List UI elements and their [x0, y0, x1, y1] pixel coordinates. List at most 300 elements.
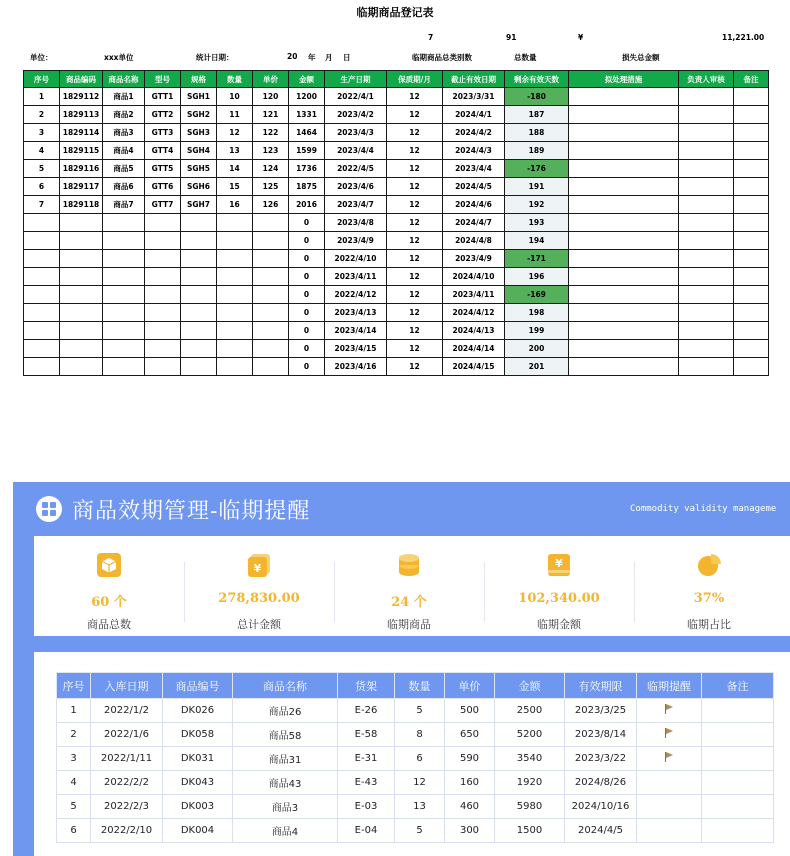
col-header-amount: 金额 — [495, 673, 565, 699]
cell-reviewer — [679, 88, 734, 106]
cell-prod-date: 2023/4/15 — [325, 340, 387, 358]
stat-label: 临期金额 — [537, 618, 581, 631]
cell-price: 123 — [253, 142, 289, 160]
cell-shelf-life: 12 — [387, 196, 443, 214]
cell-remaining-days: 188 — [505, 124, 569, 142]
cell-name: 商品5 — [103, 160, 145, 178]
cell-shelf-life: 12 — [387, 106, 443, 124]
cell-reviewer — [679, 268, 734, 286]
cell-seq — [24, 304, 60, 322]
stat-total-goods — [34, 536, 184, 636]
cell-model: GTT4 — [145, 142, 181, 160]
cell-model — [145, 286, 181, 304]
col-header-seq: 序号 — [24, 71, 60, 88]
cell-code — [60, 322, 103, 340]
table-row — [24, 178, 769, 196]
cell-spec — [181, 358, 217, 376]
cell-in-date: 2022/1/6 — [91, 723, 163, 747]
col-header-shelf-life: 保质期/月 — [387, 71, 443, 88]
app-grid-icon — [36, 496, 62, 522]
cell-seq: 5 — [24, 160, 60, 178]
day-label: 日 — [343, 53, 351, 62]
col-header-qty: 数量 — [217, 71, 253, 88]
col-header-name: 商品名称 — [233, 673, 338, 699]
dashboard-header — [13, 482, 790, 536]
cell-qty — [217, 214, 253, 232]
cell-price — [253, 232, 289, 250]
cell-amount: 0 — [289, 232, 325, 250]
cell-reminder — [637, 795, 702, 819]
cell-qty: 13 — [217, 142, 253, 160]
cell-shelf: E-43 — [338, 771, 395, 795]
cell-code: 1829113 — [60, 106, 103, 124]
cell-amount: 5980 — [495, 795, 565, 819]
stat-label: 临期商品 — [387, 618, 431, 631]
cell-remaining-days: -171 — [505, 250, 569, 268]
cell-amount: 2016 — [289, 196, 325, 214]
cell-qty: 16 — [217, 196, 253, 214]
cell-reviewer — [679, 232, 734, 250]
cell-price: 300 — [445, 819, 495, 843]
cell-remaining-days: 200 — [505, 340, 569, 358]
cell-amount: 0 — [289, 268, 325, 286]
cell-qty: 14 — [217, 160, 253, 178]
cell-expiry-date: 2023/3/31 — [443, 88, 505, 106]
cell-prod-date: 2023/4/4 — [325, 142, 387, 160]
cell-model — [145, 268, 181, 286]
col-header-in-date: 入库日期 — [91, 673, 163, 699]
cell-reminder — [637, 819, 702, 843]
svg-text:¥: ¥ — [253, 562, 262, 575]
cell-seq: 6 — [57, 819, 91, 843]
unit-label: 单位： — [30, 53, 53, 62]
cell-amount: 1599 — [289, 142, 325, 160]
cell-expiry-date: 2024/4/7 — [443, 214, 505, 232]
cell-action-plan — [569, 214, 679, 232]
cell-model: GTT2 — [145, 106, 181, 124]
cell-reminder — [637, 771, 702, 795]
cell-code: 1829118 — [60, 196, 103, 214]
col-header-reminder: 临期提醒 — [637, 673, 702, 699]
col-header-price: 单价 — [253, 71, 289, 88]
cell-price — [253, 286, 289, 304]
year-label: 年 — [308, 53, 316, 62]
col-header-shelf: 货架 — [338, 673, 395, 699]
col-header-model: 型号 — [145, 71, 181, 88]
cell-reviewer — [679, 178, 734, 196]
cell-name: 商品6 — [103, 178, 145, 196]
col-header-action-plan: 拟处理措施 — [569, 71, 679, 88]
cell-price: 125 — [253, 178, 289, 196]
cell-prod-date: 2023/4/16 — [325, 358, 387, 376]
cell-expiry: 2024/8/26 — [565, 771, 637, 795]
cell-price — [253, 322, 289, 340]
cell-action-plan — [569, 304, 679, 322]
table-row — [57, 699, 774, 723]
cell-expiry: 2024/10/16 — [565, 795, 637, 819]
dashboard-title: 商品效期管理-临期提醒 — [72, 499, 311, 524]
cell-expiry-date: 2023/4/11 — [443, 286, 505, 304]
cell-remaining-days: 192 — [505, 196, 569, 214]
cell-remaining-days: 201 — [505, 358, 569, 376]
cell-model — [145, 250, 181, 268]
stat-expiring-amount — [484, 536, 634, 636]
cell-amount: 2500 — [495, 699, 565, 723]
cell-in-date: 2022/2/2 — [91, 771, 163, 795]
cell-spec — [181, 232, 217, 250]
cell-seq: 7 — [24, 196, 60, 214]
cell-prod-date: 2022/4/10 — [325, 250, 387, 268]
cell-spec — [181, 304, 217, 322]
table-row — [24, 304, 769, 322]
cell-reviewer — [679, 304, 734, 322]
cell-seq — [24, 340, 60, 358]
expiry-register-sheet — [0, 0, 790, 400]
cell-expiry-date: 2023/4/4 — [443, 160, 505, 178]
cell-reviewer — [679, 196, 734, 214]
cell-model: GTT7 — [145, 196, 181, 214]
cell-remark — [734, 340, 769, 358]
cell-model — [145, 304, 181, 322]
cell-action-plan — [569, 142, 679, 160]
table-row — [57, 723, 774, 747]
cell-expiry: 2024/4/5 — [565, 819, 637, 843]
cell-code: DK043 — [163, 771, 233, 795]
cell-code — [60, 358, 103, 376]
cell-remark — [734, 214, 769, 232]
cell-reminder — [637, 723, 702, 747]
register-table — [23, 70, 769, 376]
table-row — [24, 196, 769, 214]
stat-label: 总计金额 — [237, 618, 281, 631]
cell-seq — [24, 232, 60, 250]
cell-reviewer — [679, 214, 734, 232]
cell-name — [103, 250, 145, 268]
money-stack-icon — [246, 552, 272, 578]
col-header-prod-date: 生产日期 — [325, 71, 387, 88]
cell-name — [103, 304, 145, 322]
cell-action-plan — [569, 340, 679, 358]
flag-icon — [664, 704, 674, 714]
cell-remark — [734, 358, 769, 376]
cell-remark — [702, 819, 774, 843]
cell-spec: SGH3 — [181, 124, 217, 142]
cell-qty: 12 — [395, 771, 445, 795]
table-row — [24, 322, 769, 340]
cell-expiry: 2023/8/14 — [565, 723, 637, 747]
cell-code: 1829112 — [60, 88, 103, 106]
table-row — [24, 88, 769, 106]
col-header-seq: 序号 — [57, 673, 91, 699]
table-row — [24, 340, 769, 358]
cell-code — [60, 304, 103, 322]
cell-in-date: 2022/2/10 — [91, 819, 163, 843]
cell-remark — [702, 747, 774, 771]
cell-model — [145, 232, 181, 250]
cell-remark — [734, 232, 769, 250]
cell-amount: 1200 — [289, 88, 325, 106]
cell-code — [60, 286, 103, 304]
cell-code — [60, 268, 103, 286]
col-header-remark: 备注 — [734, 71, 769, 88]
cell-amount: 1920 — [495, 771, 565, 795]
cell-reviewer — [679, 286, 734, 304]
cell-shelf-life: 12 — [387, 358, 443, 376]
cell-name — [103, 268, 145, 286]
cell-seq: 2 — [57, 723, 91, 747]
cell-qty — [217, 304, 253, 322]
stat-label: 商品总数 — [87, 618, 131, 631]
cell-price: 500 — [445, 699, 495, 723]
cell-name — [103, 322, 145, 340]
table-row — [24, 250, 769, 268]
cell-action-plan — [569, 250, 679, 268]
cell-action-plan — [569, 124, 679, 142]
cell-qty: 6 — [395, 747, 445, 771]
cell-name — [103, 232, 145, 250]
cell-expiry-date: 2024/4/2 — [443, 124, 505, 142]
cell-seq: 3 — [57, 747, 91, 771]
cell-in-date: 2022/2/3 — [91, 795, 163, 819]
cell-expiry-date: 2023/4/9 — [443, 250, 505, 268]
cell-remark — [734, 250, 769, 268]
cell-amount: 1875 — [289, 178, 325, 196]
cell-spec: SGH1 — [181, 88, 217, 106]
cell-reminder — [637, 699, 702, 723]
cell-action-plan — [569, 106, 679, 124]
table-row — [57, 747, 774, 771]
stats-panel — [34, 536, 790, 636]
cell-remark — [702, 771, 774, 795]
cell-amount: 5200 — [495, 723, 565, 747]
cell-prod-date: 2023/4/3 — [325, 124, 387, 142]
stat-total-amount — [184, 536, 334, 636]
cell-expiry-date: 2024/4/15 — [443, 358, 505, 376]
cell-code: 1829114 — [60, 124, 103, 142]
cell-price: 160 — [445, 771, 495, 795]
cell-seq — [24, 286, 60, 304]
cell-remaining-days: 193 — [505, 214, 569, 232]
cell-price: 121 — [253, 106, 289, 124]
cell-expiry-date: 2024/4/3 — [443, 142, 505, 160]
cell-seq — [24, 358, 60, 376]
cell-remark — [702, 699, 774, 723]
cell-name — [103, 340, 145, 358]
cell-action-plan — [569, 268, 679, 286]
stat-value: 102,340.00 — [518, 591, 600, 606]
cell-remark — [734, 88, 769, 106]
cell-remaining-days: 196 — [505, 268, 569, 286]
expiry-dashboard — [13, 482, 790, 856]
cell-code: DK026 — [163, 699, 233, 723]
cell-reviewer — [679, 160, 734, 178]
cell-spec — [181, 268, 217, 286]
cell-name: 商品43 — [233, 771, 338, 795]
cell-reviewer — [679, 250, 734, 268]
register-header-row — [24, 71, 769, 88]
cell-reviewer — [679, 142, 734, 160]
cell-amount: 1500 — [495, 819, 565, 843]
cell-name: 商品3 — [233, 795, 338, 819]
cell-price — [253, 340, 289, 358]
cell-reviewer — [679, 358, 734, 376]
cell-model — [145, 214, 181, 232]
cell-shelf: E-58 — [338, 723, 395, 747]
cell-shelf-life: 12 — [387, 142, 443, 160]
unit-value: xxx单位 — [104, 53, 134, 62]
stat-value: 37% — [693, 591, 725, 606]
cell-price: 590 — [445, 747, 495, 771]
cell-remaining-days: -176 — [505, 160, 569, 178]
box-icon — [96, 552, 122, 578]
cell-price: 126 — [253, 196, 289, 214]
cell-prod-date: 2023/4/8 — [325, 214, 387, 232]
cell-seq — [24, 214, 60, 232]
cell-shelf-life: 12 — [387, 88, 443, 106]
cell-price: 460 — [445, 795, 495, 819]
cell-price: 124 — [253, 160, 289, 178]
table-row — [24, 106, 769, 124]
cell-seq — [24, 250, 60, 268]
table-row — [24, 124, 769, 142]
cell-amount: 0 — [289, 358, 325, 376]
cell-remaining-days: 198 — [505, 304, 569, 322]
cell-seq: 4 — [24, 142, 60, 160]
cell-amount: 0 — [289, 286, 325, 304]
cell-reviewer — [679, 124, 734, 142]
sheet-title: 临期商品登记表 — [356, 6, 434, 19]
cell-prod-date: 2023/4/2 — [325, 106, 387, 124]
flag-icon — [664, 752, 674, 762]
cell-name: 商品58 — [233, 723, 338, 747]
date-label: 统计日期： — [196, 53, 234, 62]
cell-qty: 12 — [217, 124, 253, 142]
cell-seq — [24, 268, 60, 286]
cell-spec — [181, 214, 217, 232]
cell-model: GTT5 — [145, 160, 181, 178]
cell-spec — [181, 250, 217, 268]
cell-code: 1829117 — [60, 178, 103, 196]
cell-shelf-life: 12 — [387, 214, 443, 232]
cell-seq: 2 — [24, 106, 60, 124]
loss-label: 损失总金额 — [622, 53, 660, 62]
cell-price — [253, 250, 289, 268]
cell-code: DK058 — [163, 723, 233, 747]
cell-seq: 3 — [24, 124, 60, 142]
cell-code — [60, 250, 103, 268]
cell-expiry-date: 2024/4/10 — [443, 268, 505, 286]
cell-expiry-date: 2024/4/6 — [443, 196, 505, 214]
cell-action-plan — [569, 160, 679, 178]
cell-model: GTT6 — [145, 178, 181, 196]
cell-remaining-days: 189 — [505, 142, 569, 160]
money-card-icon — [546, 552, 572, 578]
cell-prod-date: 2023/4/14 — [325, 322, 387, 340]
cell-amount: 0 — [289, 304, 325, 322]
cell-spec: SGH7 — [181, 196, 217, 214]
cell-shelf-life: 12 — [387, 178, 443, 196]
cell-code — [60, 340, 103, 358]
cell-code — [60, 232, 103, 250]
cell-seq — [24, 322, 60, 340]
cell-prod-date: 2023/4/7 — [325, 196, 387, 214]
stat-value: 60 个 — [91, 595, 127, 610]
cell-action-plan — [569, 286, 679, 304]
cell-qty: 5 — [395, 819, 445, 843]
cell-name: 商品4 — [103, 142, 145, 160]
cell-expiry-date: 2024/4/1 — [443, 106, 505, 124]
cell-expiry-date: 2024/4/13 — [443, 322, 505, 340]
cell-seq: 5 — [57, 795, 91, 819]
goods-list-panel — [34, 652, 790, 856]
cell-name: 商品3 — [103, 124, 145, 142]
col-header-price: 单价 — [445, 673, 495, 699]
cell-qty: 11 — [217, 106, 253, 124]
cell-shelf-life: 12 — [387, 268, 443, 286]
cell-action-plan — [569, 196, 679, 214]
table-row — [24, 214, 769, 232]
col-header-name: 商品名称 — [103, 71, 145, 88]
col-header-reviewer: 负责人审核 — [679, 71, 734, 88]
cell-amount: 0 — [289, 340, 325, 358]
cell-action-plan — [569, 88, 679, 106]
cell-code: DK003 — [163, 795, 233, 819]
coins-icon — [396, 552, 422, 578]
cell-shelf-life: 12 — [387, 286, 443, 304]
cell-remark — [734, 286, 769, 304]
cell-remark — [702, 723, 774, 747]
cell-shelf-life: 12 — [387, 250, 443, 268]
cell-seq: 1 — [24, 88, 60, 106]
cell-qty: 15 — [217, 178, 253, 196]
cell-reviewer — [679, 322, 734, 340]
stat-label: 临期占比 — [687, 618, 731, 631]
cell-expiry-date: 2024/4/5 — [443, 178, 505, 196]
cell-amount: 0 — [289, 322, 325, 340]
cell-price — [253, 304, 289, 322]
cell-code: DK004 — [163, 819, 233, 843]
cell-amount: 1464 — [289, 124, 325, 142]
cell-shelf-life: 12 — [387, 322, 443, 340]
cell-in-date: 2022/1/2 — [91, 699, 163, 723]
svg-text:¥: ¥ — [555, 557, 563, 570]
col-header-amount: 金额 — [289, 71, 325, 88]
cell-code — [60, 214, 103, 232]
cell-shelf-life: 12 — [387, 340, 443, 358]
flag-icon — [664, 728, 674, 738]
cell-amount: 1331 — [289, 106, 325, 124]
cell-prod-date: 2022/4/12 — [325, 286, 387, 304]
cell-price: 122 — [253, 124, 289, 142]
cell-shelf: E-31 — [338, 747, 395, 771]
cell-price — [253, 214, 289, 232]
cell-remark — [734, 160, 769, 178]
cell-name — [103, 214, 145, 232]
col-header-code: 商品编码 — [60, 71, 103, 88]
cell-remark — [734, 142, 769, 160]
table-row — [57, 795, 774, 819]
cell-spec: SGH6 — [181, 178, 217, 196]
cell-shelf-life: 12 — [387, 232, 443, 250]
col-header-expiry: 有效期限 — [565, 673, 637, 699]
cell-remark — [702, 795, 774, 819]
cell-code: DK031 — [163, 747, 233, 771]
cell-remark — [734, 178, 769, 196]
cell-reminder — [637, 747, 702, 771]
cell-name: 商品4 — [233, 819, 338, 843]
cell-qty — [217, 322, 253, 340]
cell-qty: 10 — [217, 88, 253, 106]
